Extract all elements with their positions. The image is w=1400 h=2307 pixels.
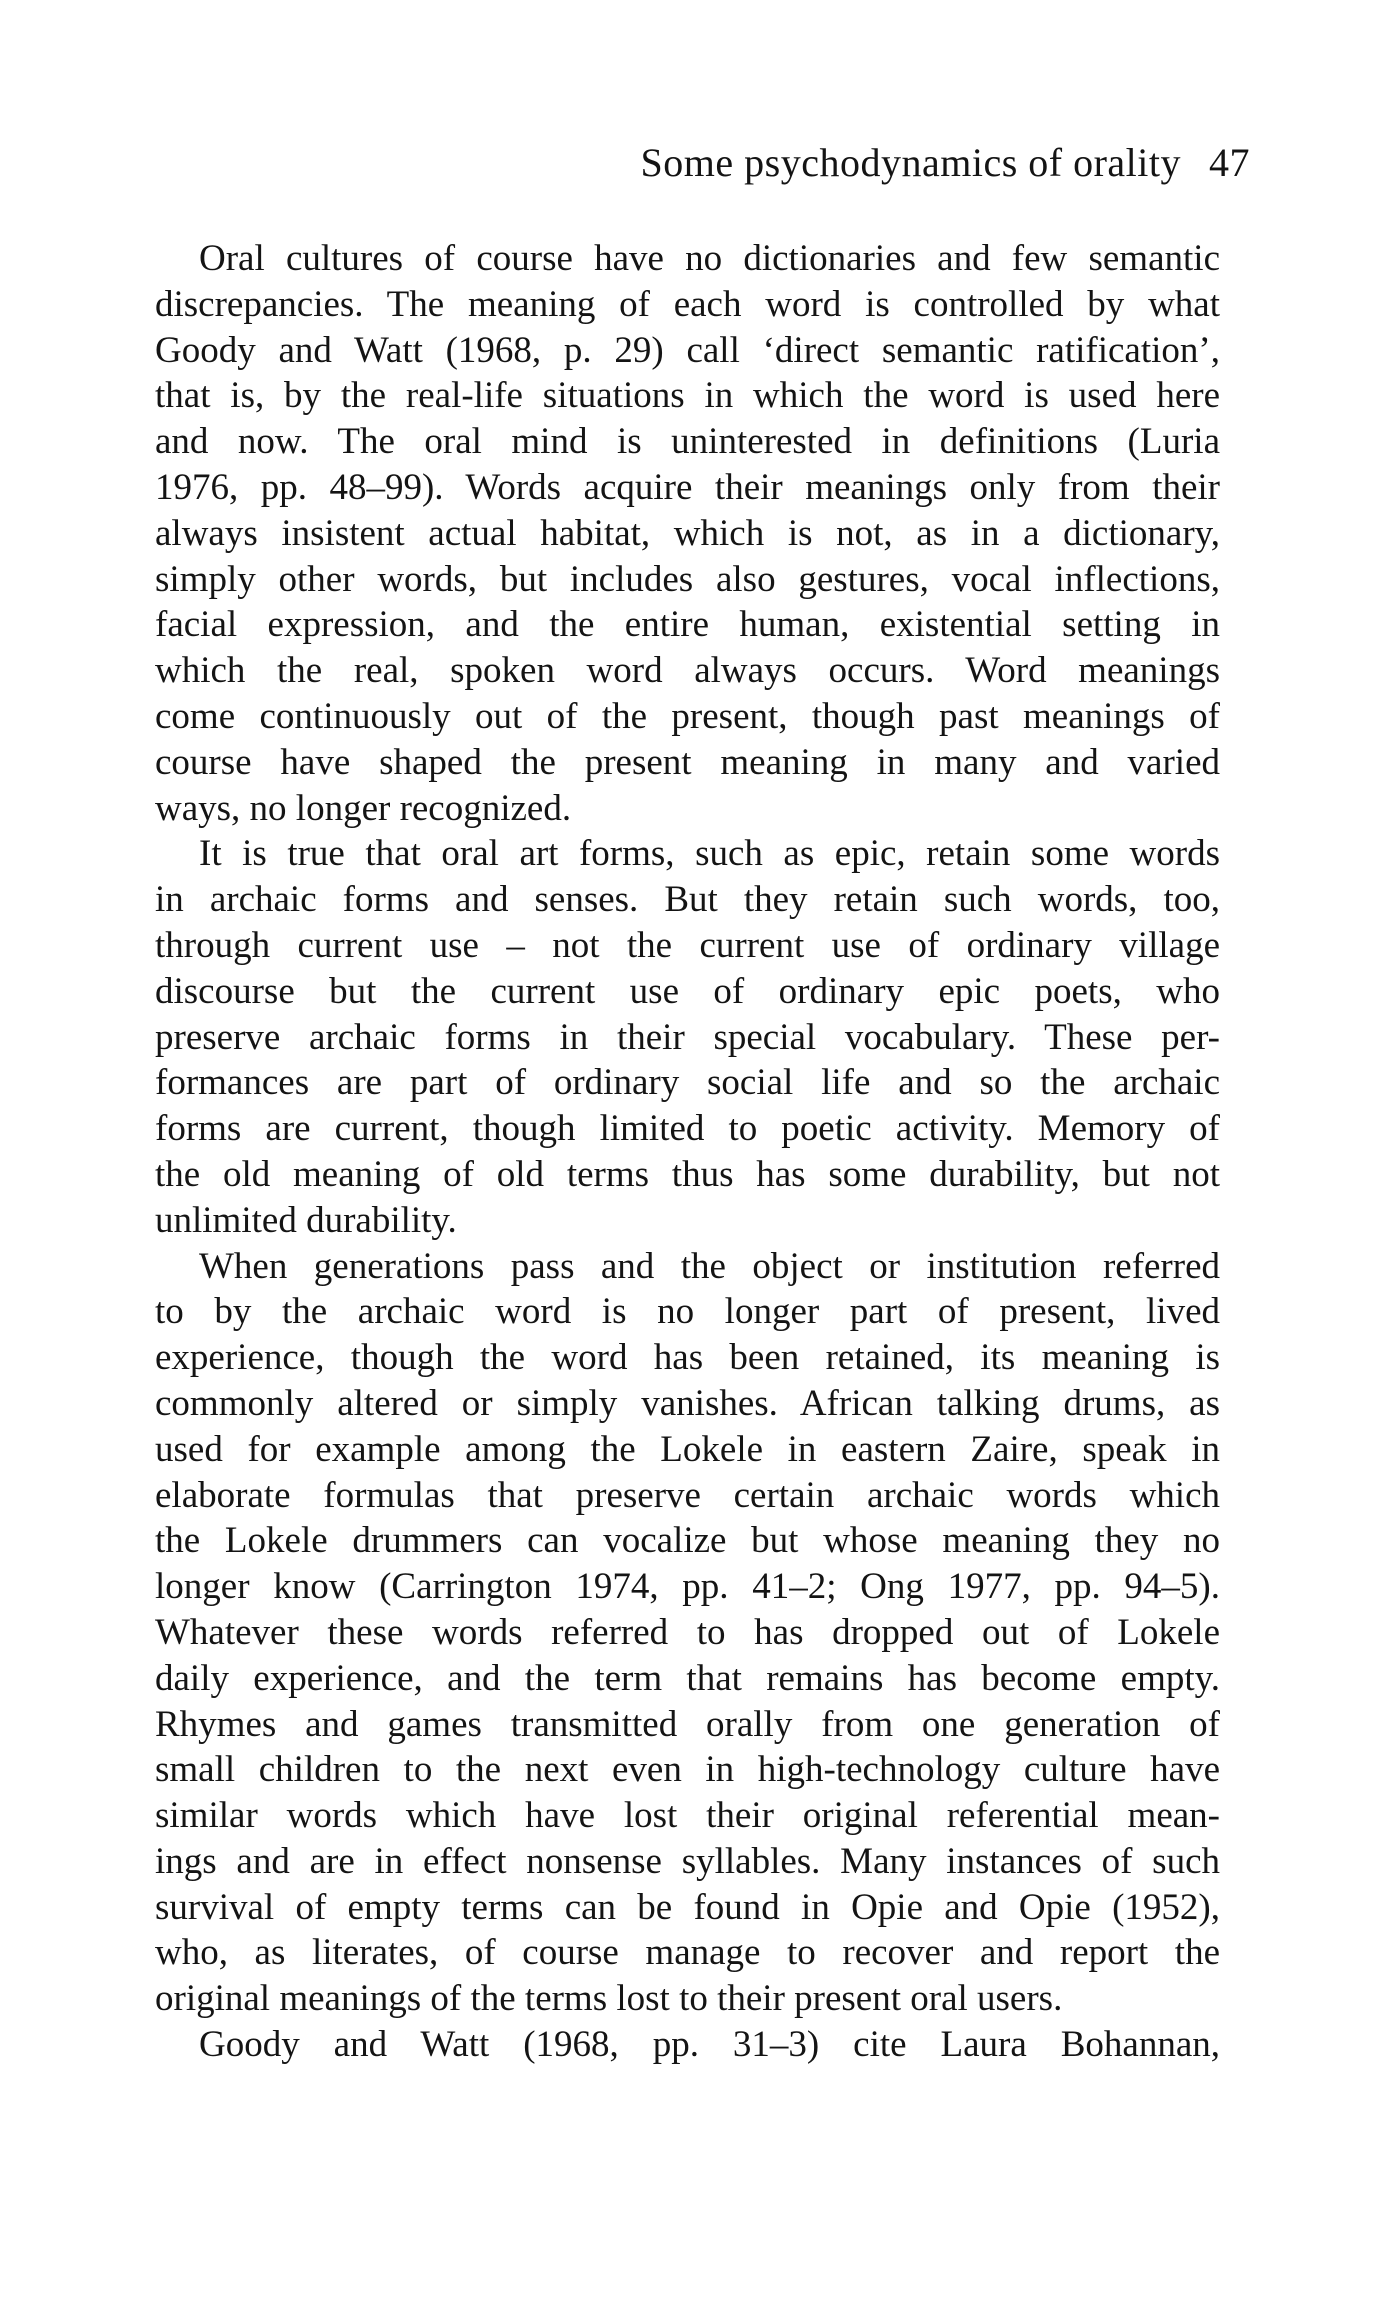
text-line: When generations pass and the object or institution referred <box>199 1245 1220 1287</box>
text-line: simply other words, but includes also gestures, vocal inflections, <box>155 558 1220 600</box>
paragraph <box>155 2022 1220 2068</box>
body-text <box>155 236 1220 2068</box>
text-line: Goody and Watt (1968, p. 29) call ‘direct semantic ratification’, <box>155 329 1220 371</box>
text-line: ings and are in effect nonsense syllables. Many instances of such <box>155 1840 1220 1882</box>
text-line: discrepancies. The meaning of each word is controlled by what <box>155 283 1220 325</box>
text-line: and now. The oral mind is uninterested in definitions (Luria <box>155 421 1220 463</box>
text-line: come continuously out of the present, though past meanings of <box>155 695 1220 737</box>
text-line: course have shaped the present meaning in many and varied <box>155 741 1220 783</box>
text-line: unlimited durability. <box>155 1199 457 1241</box>
running-head-title: Some psychodynamics of orality <box>640 140 1181 185</box>
text-line: experience, though the word has been retained, its meaning is <box>155 1337 1220 1379</box>
text-line: Rhymes and games transmitted orally from one generation of <box>155 1703 1220 1745</box>
text-line: to by the archaic word is no longer part of present, lived <box>155 1291 1220 1333</box>
text-line: discourse but the current use of ordinary epic poets, who <box>155 970 1220 1012</box>
paragraph <box>155 236 1220 831</box>
text-line: Goody and Watt (1968, pp. 31–3) cite Laura Bohannan, <box>199 2024 1220 2066</box>
text-line: always insistent actual habitat, which is not, as in a dictionary, <box>155 512 1220 554</box>
text-line: Whatever these words referred to has dropped out of Lokele <box>155 1611 1220 1653</box>
text-line: through current use – not the current use of ordinary village <box>155 924 1220 966</box>
text-line: original meanings of the terms lost to their present oral users. <box>155 1978 1063 2020</box>
text-line: forms are current, though limited to poetic activity. Memory of <box>155 1108 1220 1150</box>
text-line: Oral cultures of course have no dictionaries and few semantic <box>199 238 1220 279</box>
paragraph <box>155 831 1220 1243</box>
page-number: 47 <box>1209 140 1250 185</box>
text-line: 1976, pp. 48–99). Words acquire their meanings only from their <box>155 466 1220 508</box>
text-line: similar words which have lost their original referential mean- <box>155 1795 1220 1837</box>
text-line: the old meaning of old terms thus has some durability, but not <box>155 1153 1220 1195</box>
text-line: It is true that oral art forms, such as epic, retain some words <box>199 833 1220 875</box>
text-line: the Lokele drummers can vocalize but whose meaning they no <box>155 1520 1220 1562</box>
text-line: facial expression, and the entire human, existential setting in <box>155 604 1220 646</box>
text-line: longer know (Carrington 1974, pp. 41–2; Ong 1977, pp. 94–5). <box>155 1566 1220 1608</box>
text-line: daily experience, and the term that remains has become empty. <box>155 1657 1220 1699</box>
text-line: who, as literates, of course manage to recover and report the <box>155 1932 1220 1974</box>
text-line: which the real, spoken word always occurs. Word meanings <box>155 650 1220 692</box>
text-line: in archaic forms and senses. But they retain such words, too, <box>155 879 1220 921</box>
text-line: used for example among the Lokele in eastern Zaire, speak in <box>155 1428 1220 1470</box>
text-line: that is, by the real-life situations in which the word is used here <box>155 375 1220 417</box>
text-line: ways, no longer recognized. <box>155 787 572 829</box>
text-line: elaborate formulas that preserve certain archaic words which <box>155 1474 1220 1516</box>
text-line: formances are part of ordinary social life and so the archaic <box>155 1062 1220 1104</box>
text-line: survival of empty terms can be found in Opie and Opie (1952), <box>155 1886 1220 1928</box>
text-line: small children to the next even in high-technology culture have <box>155 1749 1220 1791</box>
paragraph <box>155 1244 1220 2023</box>
text-line: commonly altered or simply vanishes. African talking drums, as <box>155 1382 1220 1424</box>
text-line: preserve archaic forms in their special vocabulary. These per- <box>155 1016 1220 1058</box>
running-head <box>150 138 1250 188</box>
